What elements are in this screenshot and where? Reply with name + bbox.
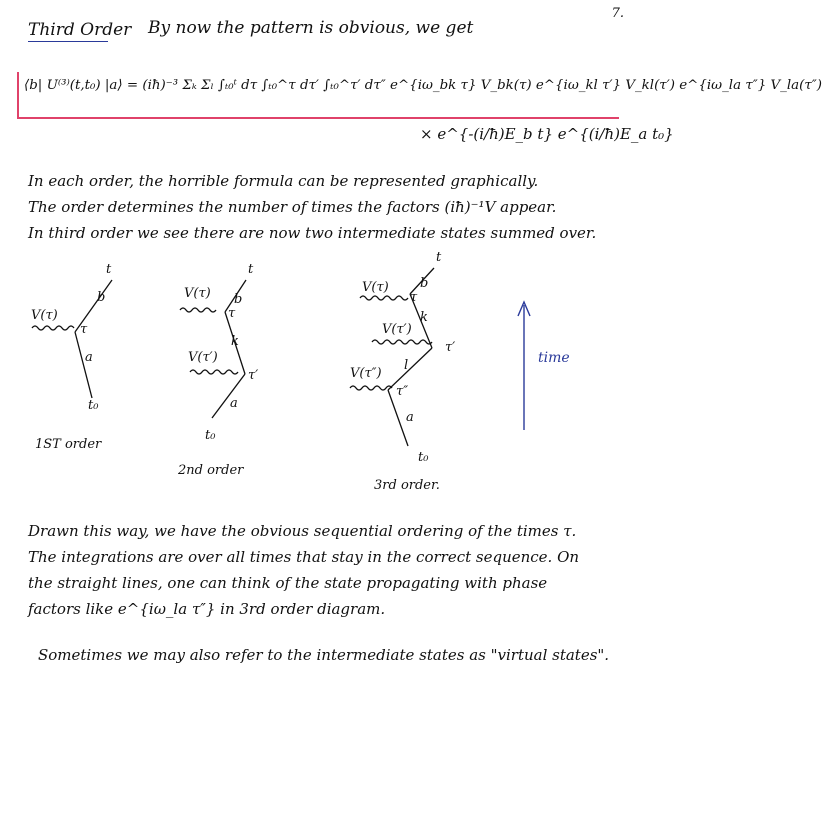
third-order-formula-phase: × e^{-(i/ħ)E_b t} e^{(i/ħ)E_a t₀} bbox=[420, 125, 674, 143]
paragraph3: Sometimes we may also refer to the intermediate states as "virtual states". bbox=[38, 646, 610, 664]
third-order-formula: ⟨b| U⁽³⁾(t,t₀) |a⟩ = (iħ)⁻³ Σₖ Σₗ ∫ₜ₀ᵗ dτ ∫ₜ₀^τ dτ′ ∫ₜ₀^τ′ dτ″ e^{iω_bk τ} V_bk(τ) e^{iω_kl τ′} V_kl(τ′) e^{iω_la τ″} V_la(τ″) bbox=[24, 78, 822, 93]
paragraph1-line2: The order determines the number of times the factors (iħ)⁻¹V appear. bbox=[28, 198, 557, 216]
diagram1-label-v: V(τ) bbox=[31, 308, 58, 323]
diagram3-label-tau3: τ″ bbox=[396, 384, 409, 399]
page-number: 7. bbox=[611, 6, 624, 21]
diagram3-caption: 3rd order. bbox=[374, 478, 440, 493]
paragraph1-line1: In each order, the horrible formula can be represented graphically. bbox=[28, 172, 539, 190]
intro-text: By now the pattern is obvious, we get bbox=[148, 18, 474, 38]
diagram1-line-a bbox=[75, 332, 92, 398]
diagram3-label-k: k bbox=[420, 310, 428, 325]
diagram2-label-k: k bbox=[231, 334, 239, 349]
diagram3-label-l: l bbox=[404, 358, 409, 373]
paragraph2-line1: Drawn this way, we have the obvious sequential ordering of the times τ. bbox=[28, 522, 577, 540]
diagram3-line-l bbox=[388, 348, 432, 390]
time-axis-label: time bbox=[538, 350, 570, 366]
diagram3-label-a: a bbox=[406, 410, 414, 425]
diagram3-label-v2: V(τ′) bbox=[382, 322, 412, 337]
diagram3-label-tau2: τ′ bbox=[445, 340, 456, 355]
title-underline bbox=[28, 41, 108, 42]
diagram1-wavy bbox=[32, 326, 74, 330]
paragraph2-line4: factors like e^{iω_la τ″} in 3rd order diagram. bbox=[28, 600, 386, 618]
diagram2-label-t: t bbox=[248, 262, 254, 277]
diagram2-wavy2 bbox=[190, 370, 238, 374]
diagram3-wavy3 bbox=[350, 386, 392, 390]
diagram2-label-t0: t₀ bbox=[205, 428, 216, 443]
paragraph2-line3: the straight lines, one can think of the state propagating with phase bbox=[28, 574, 548, 592]
diagram2-caption: 2nd order bbox=[178, 463, 244, 478]
diagram2-label-v2: V(τ′) bbox=[188, 350, 218, 365]
diagram2-line-a bbox=[212, 374, 245, 418]
diagram3-label-v3: V(τ″) bbox=[350, 366, 382, 381]
diagram1-caption: 1ST order bbox=[35, 437, 102, 452]
diagram3-label-t0: t₀ bbox=[418, 450, 429, 465]
diagram3-label-b: b bbox=[420, 276, 429, 291]
diagram1-label-tau: τ bbox=[80, 322, 88, 337]
feynman-diagrams bbox=[0, 250, 638, 510]
diagram2-label-b: b bbox=[234, 292, 243, 307]
diagram2-wavy1 bbox=[180, 308, 216, 312]
diagram1-label-t0: t₀ bbox=[88, 398, 99, 413]
paragraph2-line2: The integrations are over all times that stay in the correct sequence. On bbox=[28, 548, 580, 566]
diagram2-label-a: a bbox=[230, 396, 238, 411]
diagram1-label-t: t bbox=[106, 262, 112, 277]
diagram1-label-a: a bbox=[85, 350, 93, 365]
diagram3-label-v1: V(τ) bbox=[362, 280, 389, 295]
diagram1-label-b: b bbox=[97, 290, 106, 305]
paragraph1-line3: In third order we see there are now two intermediate states summed over. bbox=[28, 224, 597, 242]
diagram3-wavy1 bbox=[360, 296, 408, 300]
diagram3-label-tau: τ bbox=[410, 290, 418, 305]
diagram3-wavy2 bbox=[372, 340, 432, 344]
diagram2-label-tau2: τ′ bbox=[248, 368, 259, 383]
diagram3-label-t: t bbox=[436, 250, 442, 265]
diagram2-label-tau: τ bbox=[228, 306, 236, 321]
section-title: Third Order bbox=[28, 20, 132, 40]
diagram2-label-v1: V(τ) bbox=[184, 286, 211, 301]
